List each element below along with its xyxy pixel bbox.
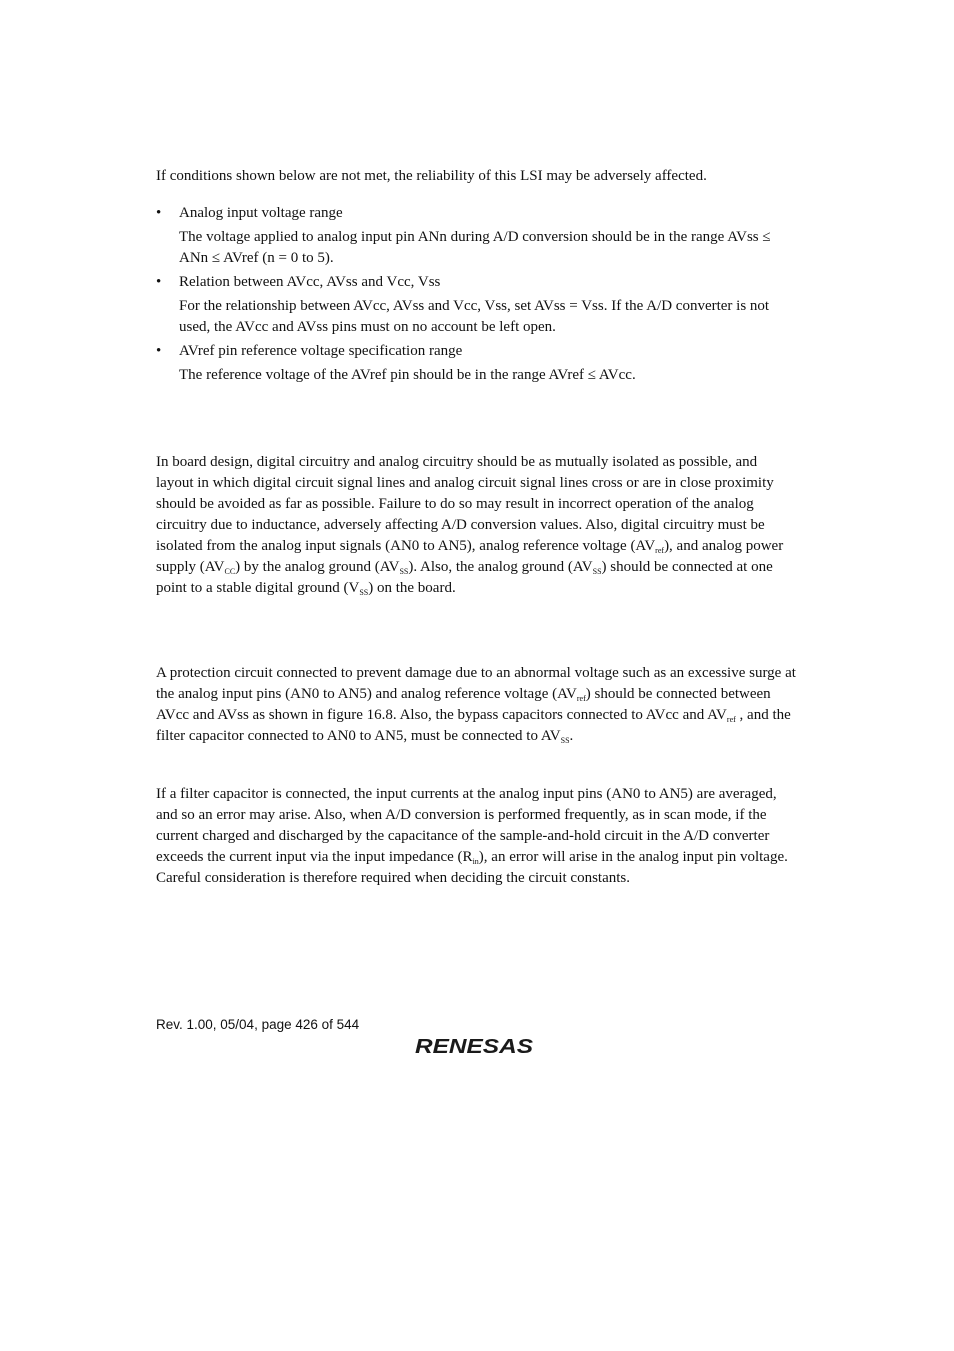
text-run: ) should be connected at one point to a stable digital ground (V [156,559,773,596]
subscript: SS [592,567,602,576]
text-run: ), and analog power supply (AV [156,538,784,575]
subscript: SS [359,588,369,597]
renesas-logo [413,1035,535,1057]
protection-circuit-paragraph [156,663,796,747]
bullet-body: For the relationship between AVcc, AVss and Vcc, Vss, set AVss = Vss. If the A/D converter is not used, the AVcc and AVss pins must on no account be left open. [179,298,770,335]
text-run: ) by the analog ground (AV [235,559,400,575]
subscript: SS [560,736,570,745]
bullet-heading: Relation between AVcc, AVss and Vcc, Vss [179,274,441,290]
subscript: ref [576,694,586,703]
text-run: ) on the board. [368,580,456,596]
bullet-heading: Analog input voltage range [179,205,343,221]
subscript: CC [224,567,236,576]
bullet-icon: • [156,343,162,359]
board-design-paragraph [156,452,796,599]
subscript: SS [399,567,409,576]
bullet-heading: AVref pin reference voltage specification range [179,343,463,359]
bullet-body: The voltage applied to analog input pin ANn during A/D conversion should be in the range AVss ≤ ANn ≤ AVref (n = 0 to 5). [179,229,771,266]
bullet-icon: • [156,274,162,290]
page-footer-revision: Rev. 1.00, 05/04, page 426 of 544 [156,1017,360,1032]
text-run: In board design, digital circuitry and analog circuitry should be as mutually isolated as possible, and layout in which digital circuit signal lines and analog circuit signal lines cross or are in close proximity should be avoided as far as possible. Failure to do so may result in incorrect operation of the analog circuitry due to inductance, adversely affecting A/D conversion values. Also, digital circuitry must be isolated from the analog input signals (AN0 to AN5), analog reference voltage (AV [156,454,774,554]
subscript: ref [655,546,665,555]
bullet-body: The reference voltage of the AVref pin should be in the range AVref ≤ AVcc. [179,367,636,383]
text-run: ). Also, the analog ground (AV [408,559,593,575]
text-run: ), an error will arise in the analog input pin voltage. Careful consideration is therefore required when deciding the circuit constants. [156,849,788,886]
text-run: A protection circuit connected to prevent damage due to an abnormal voltage such as an excessive surge at the analog input pins (AN0 to AN5) and analog reference voltage (AV [156,665,796,702]
logo-text: RENESAS [415,1036,534,1057]
text-run: , and the filter capacitor connected to AN0 to AN5, must be connected to AV [156,707,791,744]
intro-paragraph: If conditions shown below are not met, the reliability of this LSI may be adversely affected. [156,168,707,184]
subscript: in [472,857,479,866]
subscript: ref [726,715,736,724]
bullet-icon: • [156,205,162,221]
text-run: . [569,728,574,744]
text-run: ) should be connected between AVcc and AVss as shown in figure 16.8. Also, the bypass capacitors connected to AVcc and AV [156,686,771,723]
text-run: If a filter capacitor is connected, the input currents at the analog input pins (AN0 to AN5) are averaged, and so an error may arise. Also, when A/D conversion is performed frequently, as in scan mode, if the current charged and discharged by the capacitance of the sample-and-hold circuit in the A/D converter exceeds the current input via the input impedance (R [156,786,777,865]
filter-capacitor-paragraph [156,784,796,889]
